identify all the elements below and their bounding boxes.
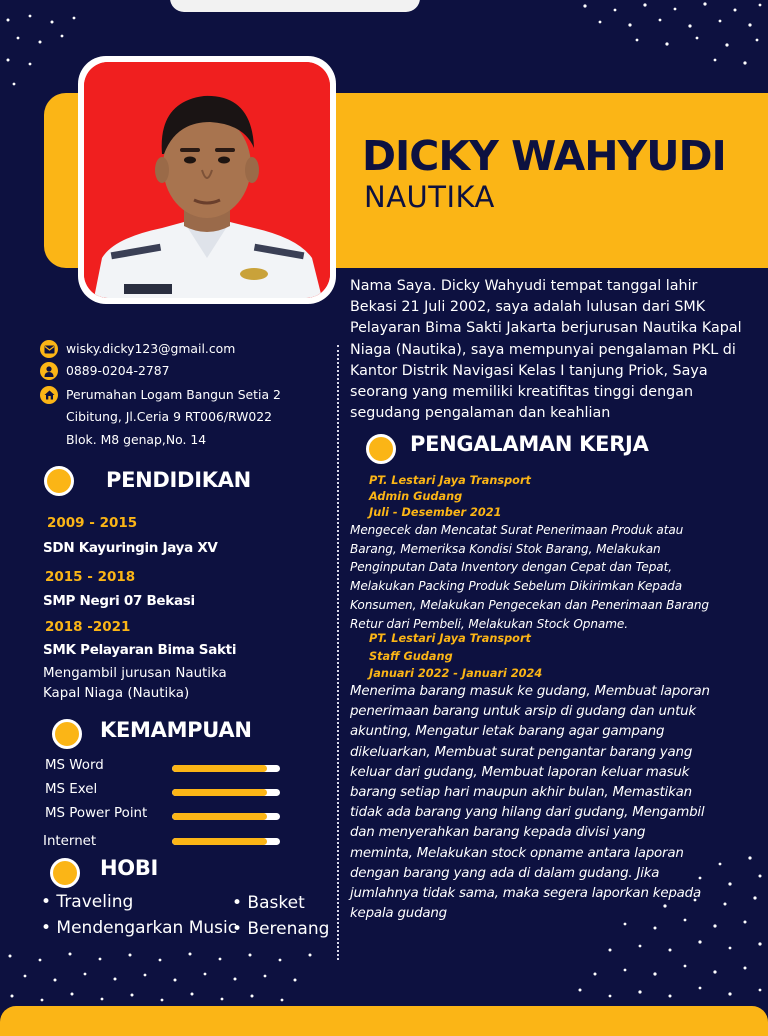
job-1-position: Admin Gudang bbox=[369, 490, 463, 503]
bottom-decoration-band bbox=[0, 1006, 768, 1036]
skill-bar-2 bbox=[172, 789, 280, 796]
skill-bar-1 bbox=[172, 765, 280, 772]
contact-phone[interactable] bbox=[40, 362, 170, 382]
skill-bar-fill bbox=[172, 838, 267, 845]
job-1-description: Mengecek dan Mencatat Surat Penerimaan Produk atau Barang, Memeriksa Kondisi Stok Barang, Melakukan Penginputan Data Inventory dengan Cepat dan Tepat, Melakukan Packing Produk Sebelum Dikirimkan Kepada Konsumen, Melakukan Pengecekan dan Penerimaan Barang Retur dari Pembeli, Melakukan Stock Opname. bbox=[350, 523, 709, 631]
job-1-period: Juli - Desember 2021 bbox=[369, 506, 502, 519]
education-note: Mengambil jurusan Nautika Kapal Niaga (Nautika) bbox=[43, 666, 227, 701]
about-paragraph: Nama Saya. Dicky Wahyudi tempat tanggal lahir Bekasi 21 Juli 2002, saya adalah lulusan dari SMK Pelayaran Bima Sakti Jakarta berjurusan Nautika Kapal Niaga (Nautika), saya mempunyai pengalaman PKL di Kantor Distrik Navigasi Kelas I tanjung Priok, Saya seorang yang memiliki kreatifitas tinggi dengan segudang pengalaman dan keahlian bbox=[350, 278, 742, 422]
skill-bar-fill bbox=[172, 789, 267, 796]
job-2-description: Menerima barang masuk ke gudang, Membuat laporan penerimaan barang untuk arsip di gudang dan untuk akunting, Mengatur letak barang agar gampang dikeluarkan, Membuat surat pengantar barang yang keluar dari gudang, Membuat laporan keluar masuk barang setiap hari maupun akhir bulan, Memastikan tidak ada barang yang hilang dari gudang, Mengambil dan menyerahkan barang kepada divisi yang meminta, Melakukan stock opname antara laporan dengan barang yang ada di dalam gudang. Jika jumlahnya tidak sama, maka segera laporkan kepada kepala gudang bbox=[350, 684, 710, 922]
top-decoration bbox=[170, 0, 420, 12]
mail-icon bbox=[40, 340, 58, 358]
skill-label-3: MS Power Point bbox=[45, 806, 148, 821]
person-role: NAUTIKA bbox=[364, 180, 495, 214]
skill-bar-3 bbox=[172, 813, 280, 820]
column-divider bbox=[337, 345, 339, 960]
skills-title: KEMAMPUAN bbox=[100, 718, 252, 742]
hobby-item-4: • Berenang bbox=[232, 919, 330, 939]
phone-text: 0889-0204-2787 bbox=[66, 363, 170, 378]
education-school-2: SMP Negri 07 Bekasi bbox=[43, 593, 195, 609]
hobbies-bullet-icon bbox=[50, 858, 80, 888]
hobbies-title: HOBI bbox=[100, 856, 159, 880]
person-icon bbox=[40, 362, 58, 380]
hobby-item-1: • Traveling bbox=[41, 892, 134, 912]
profile-photo bbox=[84, 62, 330, 298]
education-title: PENDIDIKAN bbox=[106, 468, 251, 492]
hobby-item-3: • Mendengarkan Music bbox=[41, 918, 238, 938]
address-line-2: Cibitung, Jl.Ceria 9 RT006/RW022 bbox=[66, 409, 273, 424]
person-name: DICKY WAHYUDI bbox=[362, 132, 726, 180]
education-years-3: 2018 -2021 bbox=[45, 619, 131, 635]
dot-pattern-bottom-left bbox=[0, 948, 335, 1006]
skill-label-2: MS Exel bbox=[45, 782, 98, 797]
home-icon bbox=[40, 386, 58, 404]
skill-bar-fill bbox=[172, 813, 267, 820]
job-2-company: PT. Lestari Jaya Transport bbox=[369, 632, 531, 645]
skill-bar-4 bbox=[172, 838, 280, 845]
contact-email[interactable] bbox=[40, 340, 235, 360]
education-years-2: 2015 - 2018 bbox=[45, 569, 136, 585]
education-years-1: 2009 - 2015 bbox=[47, 515, 138, 531]
skill-bar-fill bbox=[172, 765, 267, 772]
address-line-1: Perumahan Logam Bangun Setia 2 bbox=[66, 387, 281, 402]
dot-pattern-top-right bbox=[575, 0, 768, 70]
hobby-item-2: • Basket bbox=[232, 893, 305, 913]
job-2-period: Januari 2022 - Januari 2024 bbox=[369, 667, 543, 680]
address-line-3: Blok. M8 genap,No. 14 bbox=[66, 432, 207, 447]
skills-bullet-icon bbox=[52, 719, 82, 749]
contact-address bbox=[40, 386, 281, 406]
education-school-1: SDN Kayuringin Jaya XV bbox=[43, 540, 218, 556]
skill-label-1: MS Word bbox=[45, 758, 104, 773]
skill-label-4: Internet bbox=[43, 834, 97, 849]
job-2-position: Staff Gudang bbox=[369, 650, 453, 663]
experience-bullet-icon bbox=[366, 434, 396, 464]
experience-title: PENGALAMAN KERJA bbox=[410, 432, 649, 456]
job-1-company: PT. Lestari Jaya Transport bbox=[369, 474, 531, 487]
email-text: wisky.dicky123@gmail.com bbox=[66, 341, 236, 356]
education-bullet-icon bbox=[44, 466, 74, 496]
education-school-3: SMK Pelayaran Bima Sakti bbox=[43, 642, 237, 658]
